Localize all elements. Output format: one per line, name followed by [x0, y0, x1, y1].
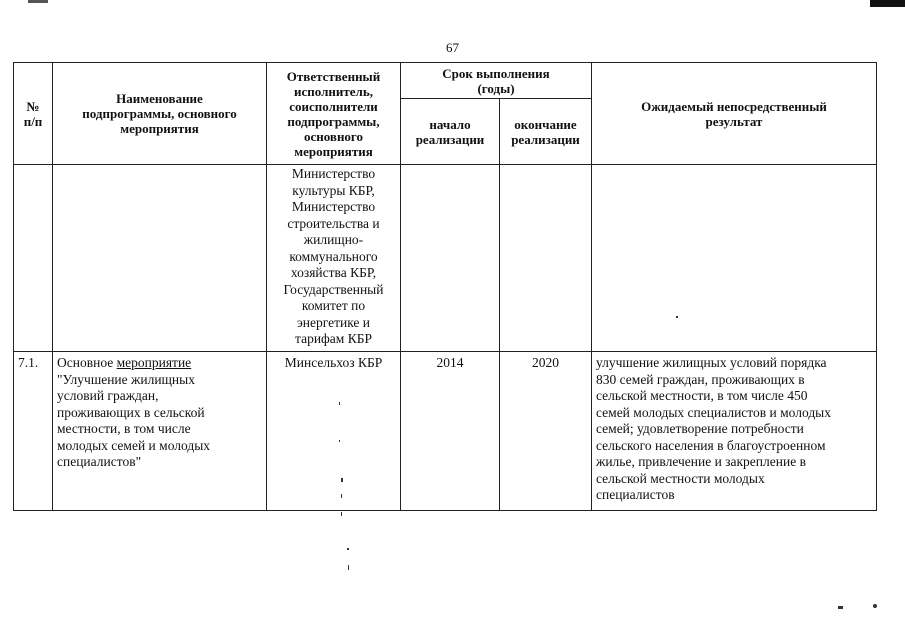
cell-end: [500, 165, 592, 352]
header-term: Срок выполнения (годы): [401, 63, 592, 99]
scan-artifact: [341, 494, 342, 498]
scan-artifact: [347, 548, 349, 550]
scan-artifact: [348, 565, 349, 570]
scan-artifact: [339, 440, 340, 442]
cell-start: 2014: [401, 352, 500, 511]
header-result: Ожидаемый непосредственный результат: [592, 63, 877, 165]
table-row: [14, 352, 877, 511]
scan-artifact: [28, 0, 48, 3]
header-start: начало реализации: [401, 99, 500, 165]
cell-name: Основное мероприятие "Улучшение жилищных условий граждан, проживающих в сельской местности, в том числе молодых семей и молодых специалистов": [53, 352, 267, 511]
cell-name: [53, 165, 267, 352]
scan-artifact: [339, 402, 340, 405]
cell-number: 7.1.: [14, 352, 53, 511]
scan-artifact: [870, 0, 905, 7]
scan-artifact: [873, 604, 877, 608]
cell-result: улучшение жилищных условий порядка 830 семей граждан, проживающих в сельской местности, в том числе 450 семей молодых специалистов и молодых семей; удовлетворение потребности сельского населения в благоустроенном жилье, привлечение и закрепление в сельской местности молодых специалистов: [592, 352, 877, 511]
header-name: Наименование подпрограммы, основного мероприятия: [53, 63, 267, 165]
header-end: окончание реализации: [500, 99, 592, 165]
scan-artifact: [676, 316, 678, 318]
scan-artifact: [838, 606, 843, 609]
header-number: № п/п: [14, 63, 53, 165]
cell-executor: Министерство культуры КБР, Министерство строительства и жилищно- коммунального хозяйства КБР, Государственный комитет по энергетике и тарифам КБР: [267, 165, 401, 352]
scan-artifact: [341, 478, 343, 482]
cell-executor: Минсельхоз КБР: [267, 352, 401, 511]
program-table: [13, 62, 877, 511]
scan-artifact: [341, 512, 342, 516]
cell-start: [401, 165, 500, 352]
cell-number: [14, 165, 53, 352]
header-executor: Ответственный исполнитель, соисполнители подпрограммы, основного мероприятия: [267, 63, 401, 165]
cell-end: 2020: [500, 352, 592, 511]
page-number: 67: [446, 40, 459, 55]
table-header: [14, 63, 877, 165]
cell-result: [592, 165, 877, 352]
table-row: [14, 165, 877, 352]
